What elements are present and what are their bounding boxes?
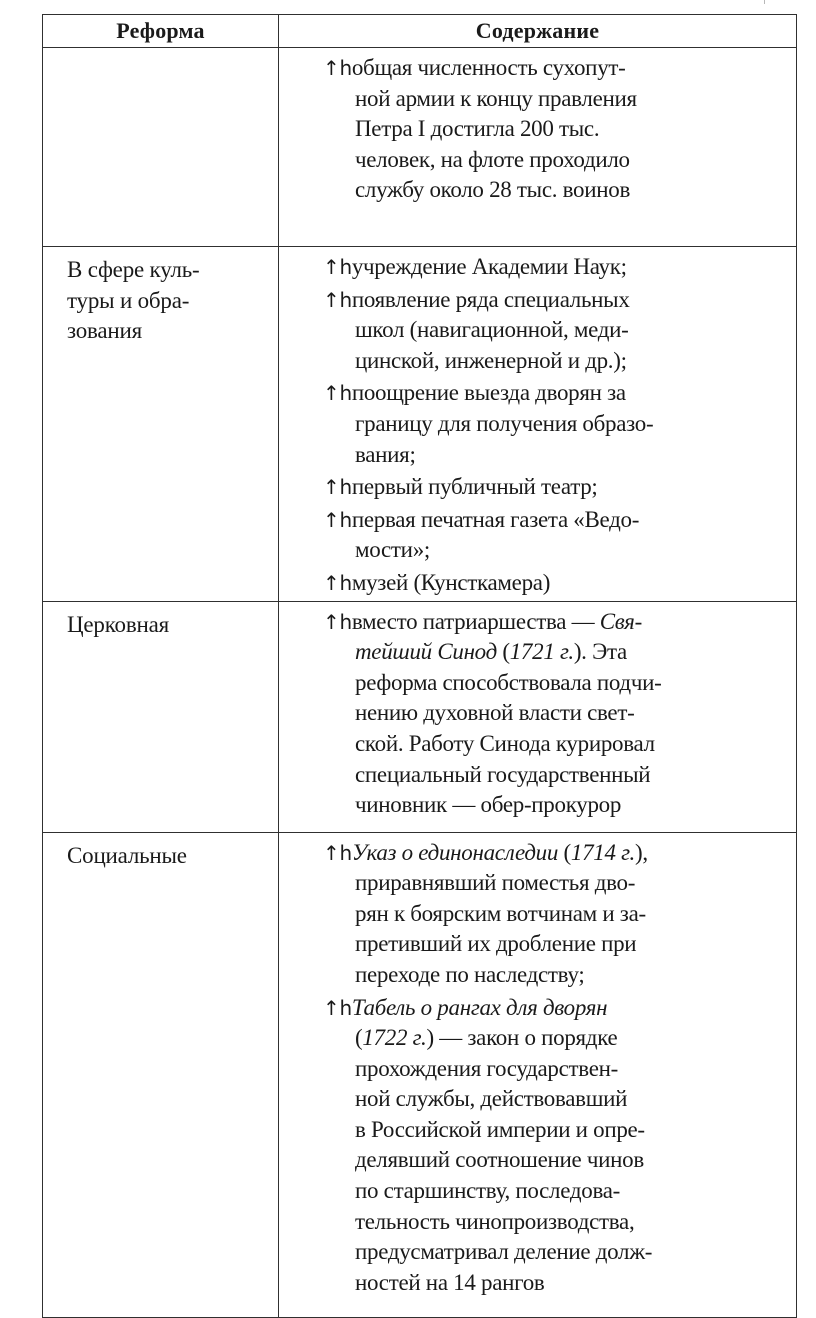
reform-name-line: туры и обра-	[67, 287, 190, 313]
reform-name-line: В сфере куль-	[67, 257, 200, 282]
reform-name-line: Церковная	[67, 611, 169, 637]
content-list	[323, 53, 786, 206]
text-segment: (	[558, 839, 571, 865]
text-segment: ностей на 14 рангов	[355, 1269, 545, 1295]
italic-text: 1714 г.	[570, 839, 635, 865]
list-item	[323, 285, 786, 377]
text-segment: цинской, инженерной и др.);	[355, 347, 627, 373]
text-segment: ной службы, действовавший	[355, 1086, 628, 1112]
content-list	[323, 838, 786, 1299]
reform-content-cell	[279, 247, 797, 602]
text-segment: (	[496, 639, 510, 665]
content-list	[323, 252, 786, 599]
list-item	[323, 472, 786, 503]
text-segment: поощрение выезда дворян за	[351, 380, 626, 406]
bullet-marker: ↑h	[323, 609, 352, 634]
text-segment: специальный государственный	[355, 761, 651, 787]
bullet-marker: ↑h	[323, 507, 352, 532]
text-segment: переходе по наследству;	[355, 961, 585, 987]
text-segment: появление ряда специальных	[351, 286, 630, 312]
text-segment: Петра I достигла 200 тыс.	[355, 116, 600, 142]
text-segment: учреждение Академии Наук;	[351, 254, 627, 279]
list-item	[323, 252, 786, 283]
text-segment: претивший их дробление при	[355, 931, 637, 957]
bullet-marker: ↑h	[323, 570, 352, 595]
list-item	[323, 378, 786, 470]
table-row	[43, 48, 797, 247]
text-segment: мости»;	[355, 537, 430, 563]
text-segment: ) — закон о порядке	[426, 1025, 618, 1051]
italic-text: 1721 г.	[509, 639, 574, 665]
text-segment: приравнявший поместья дво-	[355, 870, 636, 896]
text-segment: ). Эта	[573, 639, 627, 665]
text-segment: тельность чинопроизводства,	[355, 1208, 635, 1234]
text-segment: школ (навигационной, меди-	[355, 317, 629, 343]
italic-text: Табель о рангах для дворян	[351, 994, 608, 1020]
reform-name-line: зования	[67, 318, 143, 344]
table-row	[43, 247, 797, 602]
reform-content-cell	[279, 48, 797, 247]
text-segment: службу около 28 тыс. воинов	[355, 177, 631, 203]
italic-text: тейший Синод	[355, 639, 497, 665]
reform-name-cell	[43, 247, 279, 602]
list-item	[323, 607, 786, 821]
reform-name-line: Социальные	[67, 842, 187, 868]
text-segment: реформа способствовала подчи-	[355, 669, 662, 695]
table-row	[43, 832, 797, 1317]
bullet-marker: ↑h	[323, 56, 352, 80]
text-segment: границу для получения образо-	[355, 410, 654, 436]
table-row	[43, 601, 797, 832]
text-segment: по старшинству, последова-	[355, 1178, 620, 1204]
reform-name-cell	[43, 832, 279, 1317]
text-segment: предусматривал деление долж-	[355, 1239, 653, 1265]
text-segment: вания;	[355, 441, 416, 467]
list-item	[323, 838, 786, 991]
table-body	[43, 48, 797, 1318]
corner-mark	[764, 0, 770, 4]
italic-text: Свя-	[599, 608, 642, 634]
list-item	[323, 53, 786, 206]
bullet-marker: ↑h	[323, 995, 352, 1020]
italic-text: Указ о единонаследии	[351, 839, 559, 865]
text-segment: нению духовной власти свет-	[355, 700, 635, 726]
content-list	[323, 607, 786, 821]
text-segment: делявший соотношение чинов	[355, 1147, 644, 1173]
list-item	[323, 568, 786, 599]
bullet-marker: ↑h	[323, 287, 352, 312]
table-header-row	[43, 15, 797, 48]
header-content: Содержание	[279, 15, 797, 48]
text-segment: в Российской империи и опре-	[355, 1116, 645, 1142]
text-segment: рян к боярским вотчинам и за-	[355, 900, 646, 926]
text-segment: ской. Работу Синода курировал	[355, 730, 655, 756]
text-segment: общая численность сухопут-	[351, 55, 626, 80]
bullet-marker: ↑h	[323, 840, 352, 865]
reform-name-cell	[43, 601, 279, 832]
bullet-marker: ↑h	[323, 475, 352, 500]
text-segment: чиновник — обер-прокурор	[355, 792, 622, 818]
text-segment: прохождения государствен-	[355, 1055, 618, 1081]
list-item	[323, 505, 786, 566]
text-segment: первый публичный театр;	[351, 474, 598, 500]
text-segment: музей (Кунсткамера)	[351, 569, 551, 595]
text-segment: человек, на флоте проходило	[355, 146, 630, 172]
bullet-marker: ↑h	[323, 381, 352, 406]
text-segment: ),	[634, 839, 648, 865]
text-segment: ной армии к концу правления	[355, 85, 637, 111]
reform-name-cell	[43, 48, 279, 247]
header-reform: Реформа	[43, 15, 279, 48]
list-item	[323, 993, 786, 1299]
text-segment: первая печатная газета «Ведо-	[351, 506, 640, 532]
text-segment: вместо патриаршества —	[351, 608, 600, 634]
bullet-marker: ↑h	[323, 255, 352, 279]
reform-content-cell	[279, 601, 797, 832]
reforms-table	[42, 14, 797, 1318]
reform-content-cell	[279, 832, 797, 1317]
italic-text: 1722 г.	[362, 1025, 427, 1051]
text-segment: (	[355, 1025, 363, 1051]
